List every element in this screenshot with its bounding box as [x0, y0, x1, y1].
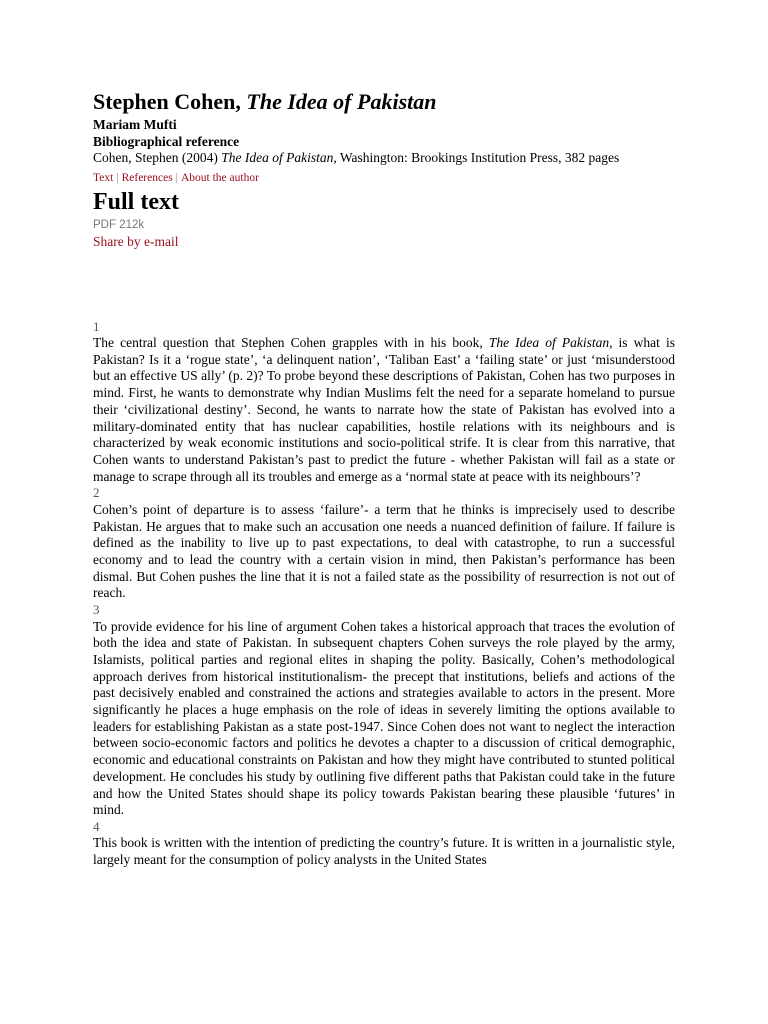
- paragraph-italic: The Idea of Pakistan: [488, 335, 610, 350]
- bib-reference: [93, 150, 675, 167]
- article: [93, 88, 675, 869]
- about-author-link[interactable]: About the author: [180, 171, 259, 184]
- paragraph: To provide evidence for his line of argument Cohen takes a historical approach that traces the evolution of both the idea and state of Pakistan. In subsequent chapters Cohen surveys the role played by the army, Islamists, political parties and regional elites in shaping the polity. Basically, Cohen’s methodological approach derives from historical institutionalism- the precept that institutions, beliefs and actions of the past decisively enabled and constrained the actions and strategies available to actors in the present. More significantly he places a huge emphasis on the role of ideas in severely limiting the options available to leaders for establishing Pakistan as a state post-1947. Since Cohen does not want to neglect the interaction between socio-economic factors and politics he devotes a chapter to a discussion of critical demographic, economic and educational constraints on Pakistan and how they might have contributed to stunted political development. He concludes his study by outlining five different paths that Pakistan could take in the future and how the United States should shape its policy towards Pakistan bearing these plausible ‘futures’ in mind.: [93, 618, 675, 818]
- pdf-download-link[interactable]: PDF 212k: [93, 218, 145, 231]
- page-title: [93, 88, 675, 116]
- share-by-email-link[interactable]: Share by e-mail: [93, 233, 179, 249]
- share-email: [93, 233, 675, 250]
- full-text-heading: Full text: [93, 188, 179, 215]
- paragraph: This book is written with the intention of predicting the country’s future. It is written in a journalistic style, largely meant for the consumption of policy analysts in the United States: [93, 835, 675, 868]
- bib-ref-title: The Idea of Pakistan: [221, 150, 334, 165]
- bib-reference-label: Bibliographical reference: [93, 134, 240, 149]
- paragraph-text: The central question that Stephen Cohen grapples with in his book,: [93, 335, 489, 350]
- paragraph-text: , is what is Pakistan? Is it a ‘rogue state’, ‘a delinquent nation’, ‘Taliban East’ a ‘failing state’ or just ‘misunderstood but an effective US ally’ (p. 2)? To probe beyond these descriptions of Pakistan, Cohen has two purposes in mind. First, he wants to demonstrate why Indian Muslims felt the need for a separate homeland to pursue their ‘civilizational destiny’. Second, he wants to narrate how the state of Pakistan has evolved into a military-dominated entity that has nuclear capabilities, hostile relations with its neighbours and is characterized by weak economic institutions and socio-political strife. It is clear from this narrative, that Cohen wants to understand Pakistan’s past to predict the future - whether Pakistan will fail as a state or manage to scrape through all its troubles and emerge as a ‘normal state at peace with its neighbours’?: [93, 335, 675, 484]
- paragraph-number: 3: [93, 602, 100, 618]
- paragraph-number: 4: [93, 818, 100, 834]
- article-body: [93, 319, 675, 869]
- paragraph-number: 2: [93, 485, 100, 501]
- section-links: [93, 170, 675, 186]
- text-link[interactable]: Text: [93, 171, 114, 184]
- bib-ref-prefix: Cohen, Stephen (2004): [93, 150, 222, 165]
- bib-ref-suffix: , Washington: Brookings Institution Press, 382 pages: [333, 150, 620, 165]
- link-separator: |: [175, 171, 178, 184]
- references-link[interactable]: References: [121, 171, 173, 184]
- title-prefix: Stephen Cohen,: [93, 89, 247, 114]
- paragraph-number: 1: [93, 318, 100, 334]
- author-name: Mariam Mufti: [93, 117, 177, 132]
- title-italic: The Idea of Pakistan: [246, 89, 437, 114]
- paragraph: Cohen’s point of departure is to assess ‘failure’- a term that he thinks is imprecisely used to describe Pakistan. He argues that to make such an accusation one needs a nuanced definition of failure. If failure is defined as the inability to live up to past expectations, to deal with catastrophe, to run a successful economy and to lead the country with a certain vision in mind, then Pakistan’s performance has been dismal. But Cohen pushes the line that it is not a failed state as the possibility of resurrection is not out of reach.: [93, 501, 675, 601]
- link-separator: |: [116, 171, 119, 184]
- paragraph: [93, 335, 675, 485]
